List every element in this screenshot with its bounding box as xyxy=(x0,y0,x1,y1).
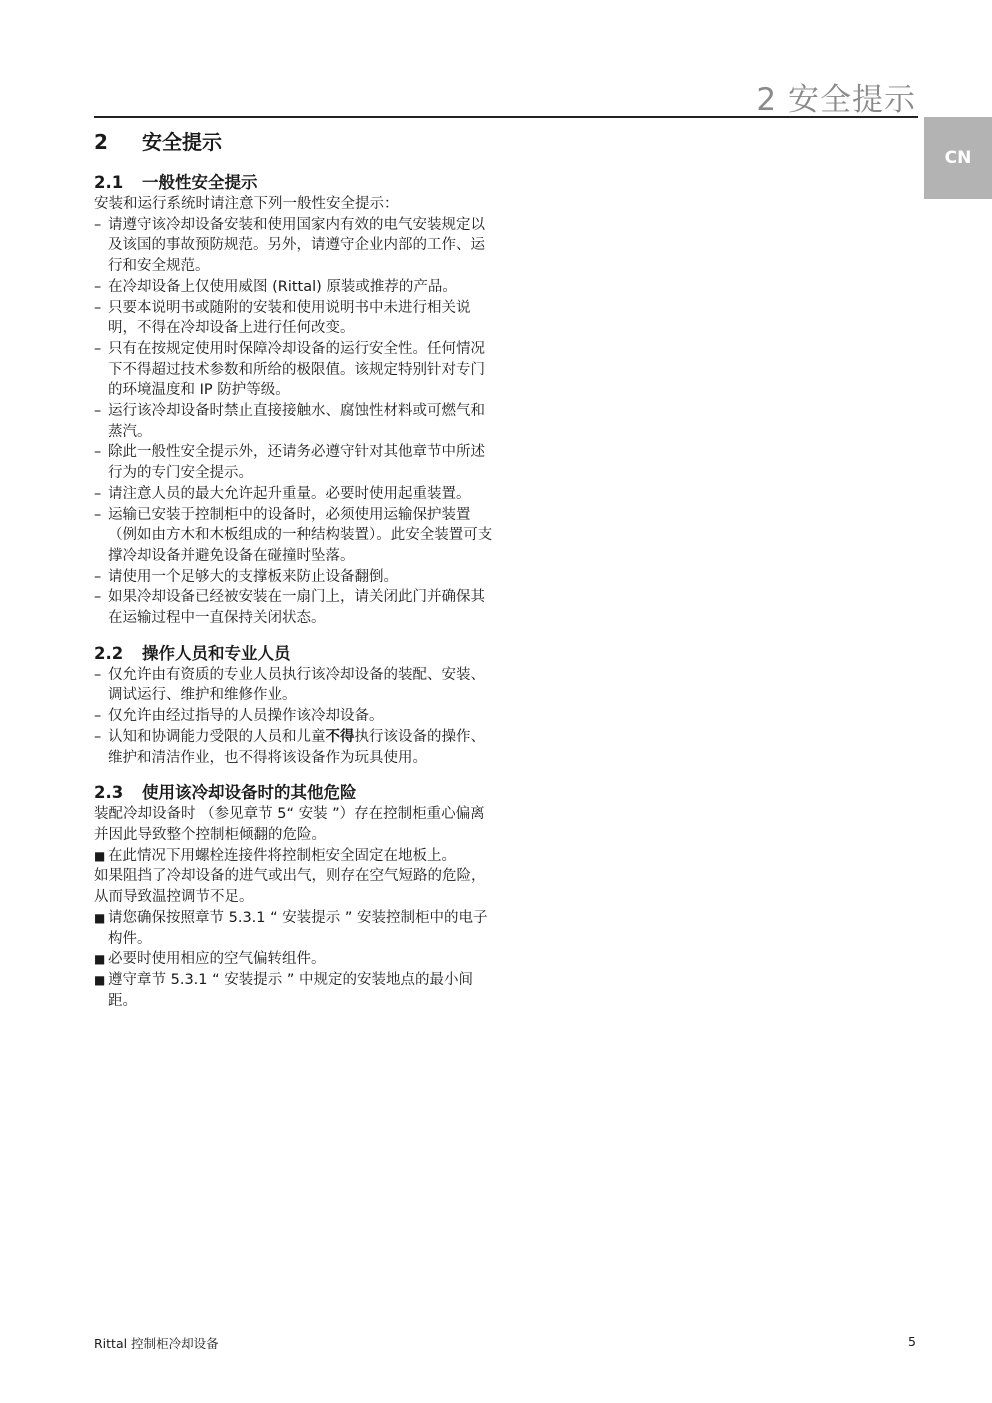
dash-marker: – xyxy=(94,589,102,606)
section-number: 2.3 xyxy=(94,783,124,803)
dash-marker: – xyxy=(94,666,102,683)
hazard-paragraph: 装配冷却设备时 （参见章节 5“ 安装 ”）存在控制柜重心偏离并因此导致整个控制柜倾翻的危险。 xyxy=(94,806,485,843)
dash-marker: – xyxy=(94,485,102,502)
footer-document-title: Rittal 控制柜冷却设备 xyxy=(94,1336,219,1351)
list-item-text: 仅允许由经过指导的人员操作该冷却设备。 xyxy=(108,708,384,725)
action-list xyxy=(94,846,494,867)
section-intro: 安装和运行系统时请注意下列一般性安全提示： xyxy=(94,196,399,212)
section-heading-2-3 xyxy=(94,782,494,804)
section-title: 一般性安全提示 xyxy=(142,173,258,192)
list-item-text: 仅允许由有资质的专业人员执行该冷却设备的装配、安装、调试运行、维护和维修作业。 xyxy=(108,666,485,704)
section-title: 使用该冷却设备时的其他危险 xyxy=(142,783,357,803)
list-item xyxy=(94,442,494,483)
list-item-text: 请注意人员的最大允许起升重量。必要时使用起重装置。 xyxy=(108,485,471,502)
section-heading-2-2 xyxy=(94,643,494,665)
running-header-title: 2 安全提示 xyxy=(756,82,916,118)
list-item-text: 请使用一个足够大的支撑板来防止设备翻倒。 xyxy=(108,568,398,585)
list-item-text: 运行该冷却设备时禁止直接接触水、腐蚀性材料或可燃气和蒸汽。 xyxy=(108,403,485,440)
square-bullet-icon: ■ xyxy=(94,848,106,863)
list-item xyxy=(94,665,494,706)
list-item-text: 只要本说明书或随附的安装和使用说明书中未进行相关说明，不得在冷却设备上进行任何改变。 xyxy=(108,299,471,337)
list-item-text: 请您确保按照章节 5.3.1 “ 安装提示 ” 安装控制柜中的电子构件。 xyxy=(108,909,488,947)
dash-marker: – xyxy=(94,278,102,295)
dash-marker: – xyxy=(94,728,102,745)
dash-marker: – xyxy=(94,708,102,725)
list-item-text: 除此一般性安全提示外，还请务必遵守针对其他章节中所述行为的专门安全提示。 xyxy=(108,444,485,482)
main-content xyxy=(94,128,494,1011)
list-item xyxy=(94,587,494,628)
section-number: 2.2 xyxy=(94,643,124,663)
square-bullet-icon: ■ xyxy=(94,952,106,967)
dash-marker: – xyxy=(94,506,102,523)
emphasis-text: 不得 xyxy=(325,728,355,745)
dash-marker: – xyxy=(94,568,102,585)
list-item-text-post: 执行该设备的操作、维护和清洁作业，也不得将该设备作为玩具使用。 xyxy=(108,728,485,766)
list-item xyxy=(94,908,494,949)
list-item xyxy=(94,706,494,727)
list-item-text: 请遵守该冷却设备安装和使用国家内有效的电气安装规定以及该国的事故预防规范。另外，请遵守企业内部的工作、运行和安全规范。 xyxy=(108,216,485,275)
list-item xyxy=(94,970,494,1011)
list-item xyxy=(94,846,494,867)
list-item-text: 必要时使用相应的空气偏转组件。 xyxy=(108,951,326,968)
list-item-text: 如果冷却设备已经被安装在一扇门上，请关闭此门并确保其在运输过程中一直保持关闭状态。 xyxy=(108,589,485,627)
section-number: 2.1 xyxy=(94,173,124,192)
section-title: 操作人员和专业人员 xyxy=(142,643,291,663)
list-item-text: 遵守章节 5.3.1 “ 安装提示 ” 中规定的安装地点的最小间距。 xyxy=(108,971,473,1009)
square-bullet-icon: ■ xyxy=(94,910,106,925)
list-item xyxy=(94,215,494,277)
list-item-text: 在冷却设备上仅使用威图 (Rittal) 原装或推荐的产品。 xyxy=(108,278,457,295)
language-tab: CN xyxy=(924,117,992,199)
page-number: 5 xyxy=(908,1334,916,1349)
list-item-text: 只有在按规定使用时保障冷却设备的运行安全性。任何情况下不得超过技术参数和所给的极限值。该规定特别针对专门的环境温度和 IP 防护等级。 xyxy=(108,340,485,399)
list-item xyxy=(94,727,494,768)
dash-marker: – xyxy=(94,299,102,316)
list-item xyxy=(94,484,494,505)
list-item xyxy=(94,339,494,401)
list-item xyxy=(94,277,494,298)
chapter-heading xyxy=(94,128,494,156)
chapter-title: 安全提示 xyxy=(142,130,222,154)
safety-list xyxy=(94,215,494,629)
action-list xyxy=(94,908,494,1012)
list-item xyxy=(94,567,494,588)
hazard-paragraph: 如果阻挡了冷却设备的进气或出气，则存在空气短路的危险，从而导致温控调节不足。 xyxy=(94,868,486,906)
section-heading-2-1 xyxy=(94,172,494,194)
dash-marker: – xyxy=(94,444,102,461)
list-item xyxy=(94,298,494,339)
header-rule xyxy=(94,116,918,118)
square-bullet-icon: ■ xyxy=(94,972,106,987)
list-item-text: 运输已安装于控制柜中的设备时，必须使用运输保护装置（例如由方木和木板组成的一种结构装置）。此安全装置可支撑冷却设备并避免设备在碰撞时坠落。 xyxy=(108,506,493,564)
list-item-text-pre: 认知和协调能力受限的人员和儿童 xyxy=(108,728,326,745)
dash-marker: – xyxy=(94,340,102,357)
dash-marker: – xyxy=(94,216,102,233)
list-item-text: 在此情况下用螺栓连接件将控制柜安全固定在地板上。 xyxy=(108,847,456,864)
personnel-list xyxy=(94,665,494,769)
list-item xyxy=(94,401,494,442)
list-item xyxy=(94,949,494,970)
list-item xyxy=(94,505,494,567)
chapter-number: 2 xyxy=(94,130,108,154)
dash-marker: – xyxy=(94,403,102,420)
